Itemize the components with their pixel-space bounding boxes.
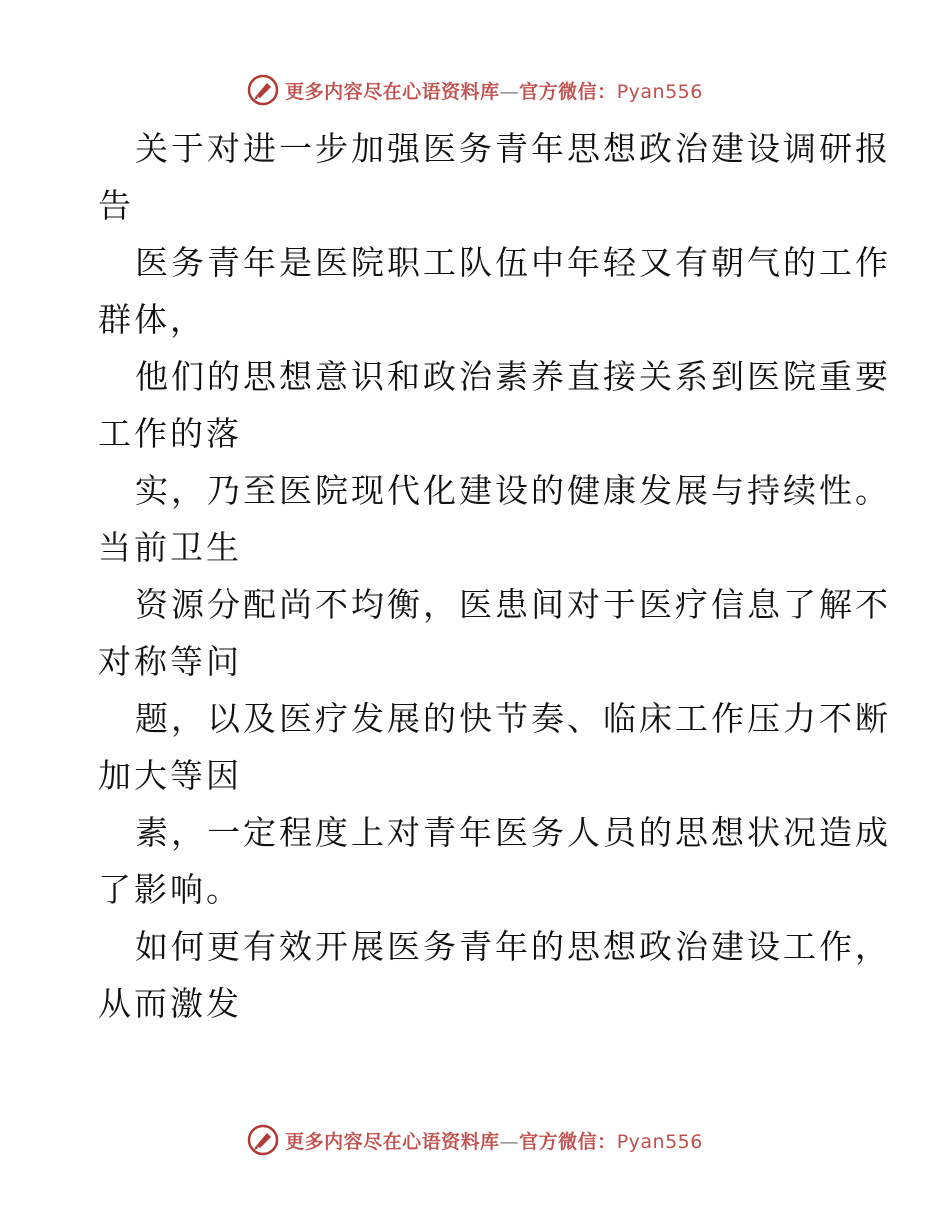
paragraph [98, 234, 891, 348]
paragraph [98, 690, 891, 804]
paragraph-line: 工作的落 [98, 414, 242, 453]
paragraph-line: 关于对进一步加强医务青年思想政治建设调研报 [135, 129, 891, 168]
paragraph-line: 如何更有效开展医务青年的思想政治建设工作， [135, 927, 891, 966]
watermark-text: 更多内容尽在心语资料库—官方微信：Pyan556 [285, 80, 703, 103]
paragraph-line: 从而激发 [98, 984, 242, 1023]
paragraph-line: 告 [98, 186, 134, 225]
paragraph [98, 576, 891, 690]
paragraph [98, 462, 891, 576]
document-body [98, 120, 891, 1032]
footer-watermark [0, 1122, 950, 1158]
paragraph-line: 医务青年是医院职工队伍中年轻又有朝气的工作 [135, 243, 891, 282]
paragraph-line: 实，乃至医院现代化建设的健康发展与持续性。 [135, 471, 891, 510]
watermark-text: 更多内容尽在心语资料库—官方微信：Pyan556 [285, 1130, 703, 1153]
paragraph-line: 群体， [98, 300, 206, 339]
pen-nib-logo-icon [247, 1124, 279, 1156]
pen-nib-logo-icon [247, 74, 279, 106]
paragraph-line: 加大等因 [98, 756, 242, 795]
paragraph-line: 对称等问 [98, 642, 242, 681]
paragraph-line: 了影响。 [98, 870, 242, 909]
paragraph [98, 804, 891, 918]
paragraph-line: 素，一定程度上对青年医务人员的思想状况造成 [135, 813, 891, 852]
paragraph [98, 348, 891, 462]
paragraph-line: 他们的思想意识和政治素养直接关系到医院重要 [135, 357, 891, 396]
paragraph-line: 题，以及医疗发展的快节奏、临床工作压力不断 [135, 699, 891, 738]
paragraph [98, 918, 891, 1032]
paragraph [98, 120, 891, 234]
header-watermark [0, 72, 950, 108]
paragraph-line: 当前卫生 [98, 528, 242, 567]
paragraph-line: 资源分配尚不均衡，医患间对于医疗信息了解不 [135, 585, 891, 624]
